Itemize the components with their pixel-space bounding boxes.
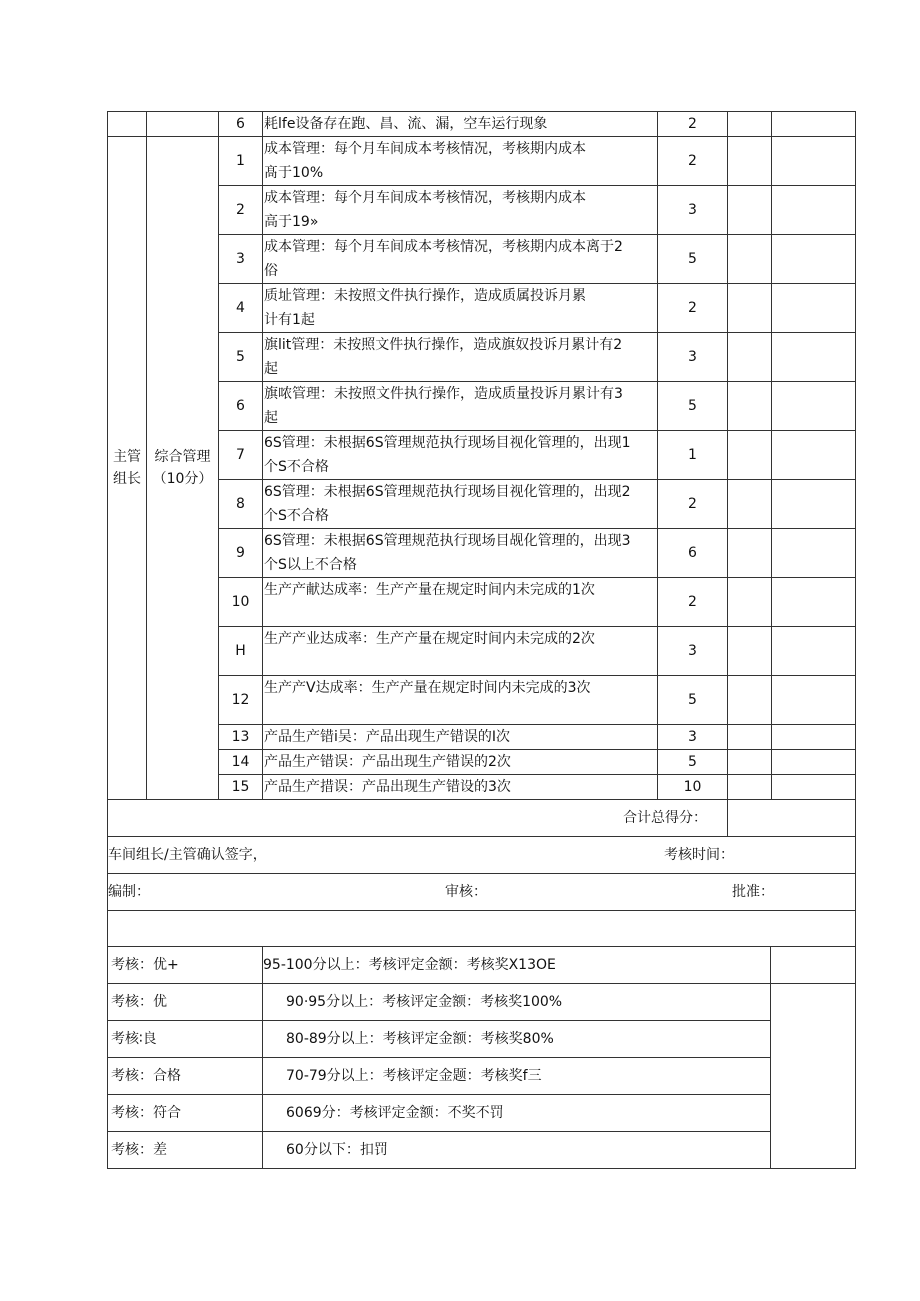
item-description-line1: 耗lfe设备存在跑、昌、流、漏，空车运行现象: [264, 116, 548, 132]
blank-cell-a[interactable]: [728, 676, 772, 725]
item-number: H: [219, 627, 263, 676]
item-score: 10: [658, 775, 728, 800]
item-score: 3: [658, 333, 728, 382]
grade-rule: 95-100分以上：考核评定金额：考核奖X13OE: [263, 957, 556, 973]
grade-row: [108, 984, 856, 1021]
category-cell: [147, 137, 219, 800]
blank-cell-b[interactable]: [772, 750, 856, 775]
item-description-line1: 生产产V达成率：生产产量在规定时间内未完成的3次: [264, 680, 591, 696]
grade-side-cell-top: [771, 947, 856, 984]
blank-cell-b[interactable]: [772, 333, 856, 382]
item-number: 3: [219, 235, 263, 284]
grade-label: 考核：符合: [108, 1095, 263, 1132]
item-description-line2: 计有1起: [264, 312, 315, 328]
confirm-label: 车间组长/主管确认签字，: [108, 847, 267, 863]
blank-cell-b[interactable]: [772, 725, 856, 750]
blank-cell-b[interactable]: [772, 284, 856, 333]
item-number: 5: [219, 333, 263, 382]
total-label-cell: [108, 800, 728, 837]
item-number: 15: [219, 775, 263, 800]
item-description: [263, 333, 658, 382]
item-description-line1: 生产产业达成率：生产产量在规定时间内未完成的2次: [264, 631, 595, 647]
category-line1: 综合管理: [154, 449, 211, 465]
blank-cell-a[interactable]: [728, 750, 772, 775]
category-line2: （10分）: [152, 471, 213, 487]
item-score: 5: [658, 676, 728, 725]
grade-rule-cell: [263, 1132, 771, 1169]
item-description-line1: 旗lit管理：未按照文件执行操作，造成旗奴投诉月累计有2: [264, 337, 623, 353]
item-description-line1: 6S管理：未根据6S管理规范执行现场目觇化管理的，出现3: [264, 533, 631, 549]
blank-cell-a[interactable]: [728, 578, 772, 627]
item-description: [263, 627, 658, 676]
total-label: 合计总得分：: [623, 810, 707, 826]
item-description-line2: 俗: [264, 263, 278, 279]
item-description: [263, 431, 658, 480]
item-description: [263, 529, 658, 578]
grade-label: 考核：合格: [108, 1058, 263, 1095]
grade-label: 考核∶良: [108, 1021, 263, 1058]
item-number: 6: [219, 112, 263, 137]
blank-cell-a[interactable]: [728, 725, 772, 750]
table-row: [108, 529, 856, 578]
grade-rule-cell: [263, 1058, 771, 1095]
item-description-line2: 个S以上不合格: [264, 557, 357, 573]
item-description: [263, 750, 658, 775]
approval-row: [108, 874, 856, 911]
time-label: 考核时间：: [664, 847, 734, 863]
total-value-cell[interactable]: [728, 800, 856, 837]
item-score: 3: [658, 627, 728, 676]
blank-cell-b[interactable]: [772, 382, 856, 431]
grade-row: [108, 1132, 856, 1169]
table-row: [108, 431, 856, 480]
item-description-line1: 成本管理：每个月车间成本考核情况，考核期内成本: [264, 190, 586, 206]
table-row: [108, 750, 856, 775]
blank-cell-b[interactable]: [772, 676, 856, 725]
grade-side-cell: [771, 984, 856, 1169]
blank-cell-a[interactable]: [728, 112, 772, 137]
table-row: [108, 112, 856, 137]
item-description-line1: 成本管理：每个月车间成本考核情况，考核期内成本离于2: [264, 239, 623, 255]
item-description: [263, 725, 658, 750]
item-description: [263, 382, 658, 431]
grade-rule-cell: [263, 1095, 771, 1132]
item-description: [263, 112, 658, 137]
prepared-label: 编制：: [108, 884, 150, 900]
grade-label: 考核：差: [108, 1132, 263, 1169]
item-description-line2: 高于19»: [264, 214, 319, 230]
blank-cell-b[interactable]: [772, 112, 856, 137]
blank-cell-a[interactable]: [728, 529, 772, 578]
blank-cell-b[interactable]: [772, 235, 856, 284]
item-score: 2: [658, 578, 728, 627]
table-row: [108, 235, 856, 284]
item-number: 14: [219, 750, 263, 775]
item-description: [263, 480, 658, 529]
blank-cell-a[interactable]: [728, 284, 772, 333]
grade-rule: 80-89分以上：考核评定金额：考核奖80%: [286, 1031, 554, 1047]
item-number: 6: [219, 382, 263, 431]
grade-row: [108, 947, 856, 984]
blank-cell-b[interactable]: [772, 578, 856, 627]
item-number: 13: [219, 725, 263, 750]
blank-row: [108, 911, 856, 947]
grade-rule: 6069分：考核评定金额：不奖不罚: [286, 1105, 504, 1121]
blank-cell-a[interactable]: [728, 186, 772, 235]
item-description: [263, 235, 658, 284]
table-row: [108, 578, 856, 627]
item-score: 5: [658, 382, 728, 431]
item-score: 5: [658, 235, 728, 284]
item-description-line1: 产品生产错误：产品出现生产错误的2次: [264, 754, 511, 770]
item-score: 2: [658, 284, 728, 333]
grade-rule-cell: [263, 947, 771, 984]
item-description-line1: 旗哝管理：未按照文件执行操作，造成质量投诉月累计有3: [264, 386, 623, 402]
item-description-line2: 髙于10%: [264, 165, 324, 181]
item-description: [263, 284, 658, 333]
assessment-table: [107, 111, 856, 947]
table-row: [108, 480, 856, 529]
item-score: 5: [658, 750, 728, 775]
item-description-line1: 产品生产措误：产品出现生产错设的3次: [264, 779, 511, 795]
grade-table: [107, 946, 856, 1169]
blank-cell-a[interactable]: [728, 627, 772, 676]
item-score: 6: [658, 529, 728, 578]
table-row: [108, 676, 856, 725]
item-score: 1: [658, 431, 728, 480]
blank-cell-b[interactable]: [772, 186, 856, 235]
blank-cell-a[interactable]: [728, 431, 772, 480]
item-score: 3: [658, 186, 728, 235]
table-row: [108, 333, 856, 382]
item-description-line1: 6S管理：未根据6S管理规范执行现场目视化管理的，出现1: [264, 435, 631, 451]
item-number: 12: [219, 676, 263, 725]
item-description-line1: 成本管理：每个月车间成本考核情况，考核期内成本: [264, 141, 586, 157]
grade-row: [108, 1021, 856, 1058]
grade-label: 考核：优: [108, 984, 263, 1021]
item-description-line1: 质址管理：未按照文件执行操作，造成质属投诉月累: [264, 288, 586, 304]
confirm-row: [108, 837, 856, 874]
table-row: [108, 725, 856, 750]
table-row: [108, 627, 856, 676]
blank-cell-a[interactable]: [728, 137, 772, 186]
item-description-line1: 生产产献达成率：生产产量在规定时间内未完成的1次: [264, 582, 595, 598]
grade-label: 考核：优+: [108, 947, 263, 984]
approve-label: 批准：: [732, 884, 774, 900]
item-score: 2: [658, 137, 728, 186]
item-number: 2: [219, 186, 263, 235]
item-description-line1: 产品生产错i吴：产品出现生产错误的I次: [264, 729, 511, 745]
blank-cell-a[interactable]: [728, 775, 772, 800]
table-row: [108, 775, 856, 800]
blank-cell-a[interactable]: [728, 480, 772, 529]
table-row: [108, 382, 856, 431]
item-number: 7: [219, 431, 263, 480]
item-description-line2: 起: [264, 361, 278, 377]
blank-cell-b[interactable]: [772, 627, 856, 676]
item-description: [263, 578, 658, 627]
item-number: 1: [219, 137, 263, 186]
table-row: [108, 137, 856, 186]
role-cell-empty: [108, 112, 147, 137]
item-number: 8: [219, 480, 263, 529]
grade-rule: 70-79分以上：考核评定金题：考核奖f三: [286, 1068, 542, 1084]
blank-cell-b[interactable]: [772, 775, 856, 800]
item-description-line2: 个S不合格: [264, 459, 329, 475]
grade-row: [108, 1058, 856, 1095]
role-line1: 主管: [113, 449, 141, 465]
role-cell: [108, 137, 147, 800]
table-row: [108, 284, 856, 333]
grade-rule: 90·95分以上：考核评定金额：考核奖100%: [286, 994, 563, 1010]
item-description: [263, 186, 658, 235]
category-cell-empty: [147, 112, 219, 137]
blank-cell-b[interactable]: [772, 480, 856, 529]
blank-cell-b[interactable]: [772, 529, 856, 578]
item-description-line2: 起: [264, 410, 278, 426]
blank-cell-a[interactable]: [728, 382, 772, 431]
item-score: 3: [658, 725, 728, 750]
blank-cell-a[interactable]: [728, 235, 772, 284]
grade-rule: 60分以下：扣罚: [286, 1142, 388, 1158]
grade-rule-cell: [263, 984, 771, 1021]
role-line2: 组长: [113, 471, 141, 487]
blank-cell-a[interactable]: [728, 333, 772, 382]
item-description: [263, 137, 658, 186]
item-description: [263, 676, 658, 725]
item-number: 4: [219, 284, 263, 333]
item-score: 2: [658, 480, 728, 529]
blank-cell-b[interactable]: [772, 431, 856, 480]
grade-row: [108, 1095, 856, 1132]
blank-cell-b[interactable]: [772, 137, 856, 186]
table-row: [108, 186, 856, 235]
item-score: 2: [658, 112, 728, 137]
item-description: [263, 775, 658, 800]
item-description-line2: 个S不合格: [264, 508, 329, 524]
grade-rule-cell: [263, 1021, 771, 1058]
review-label: 审核：: [445, 884, 487, 900]
item-number: 9: [219, 529, 263, 578]
item-description-line1: 6S管理：未根据6S管理规范执行现场目视化管理的，出现2: [264, 484, 631, 500]
item-number: 10: [219, 578, 263, 627]
